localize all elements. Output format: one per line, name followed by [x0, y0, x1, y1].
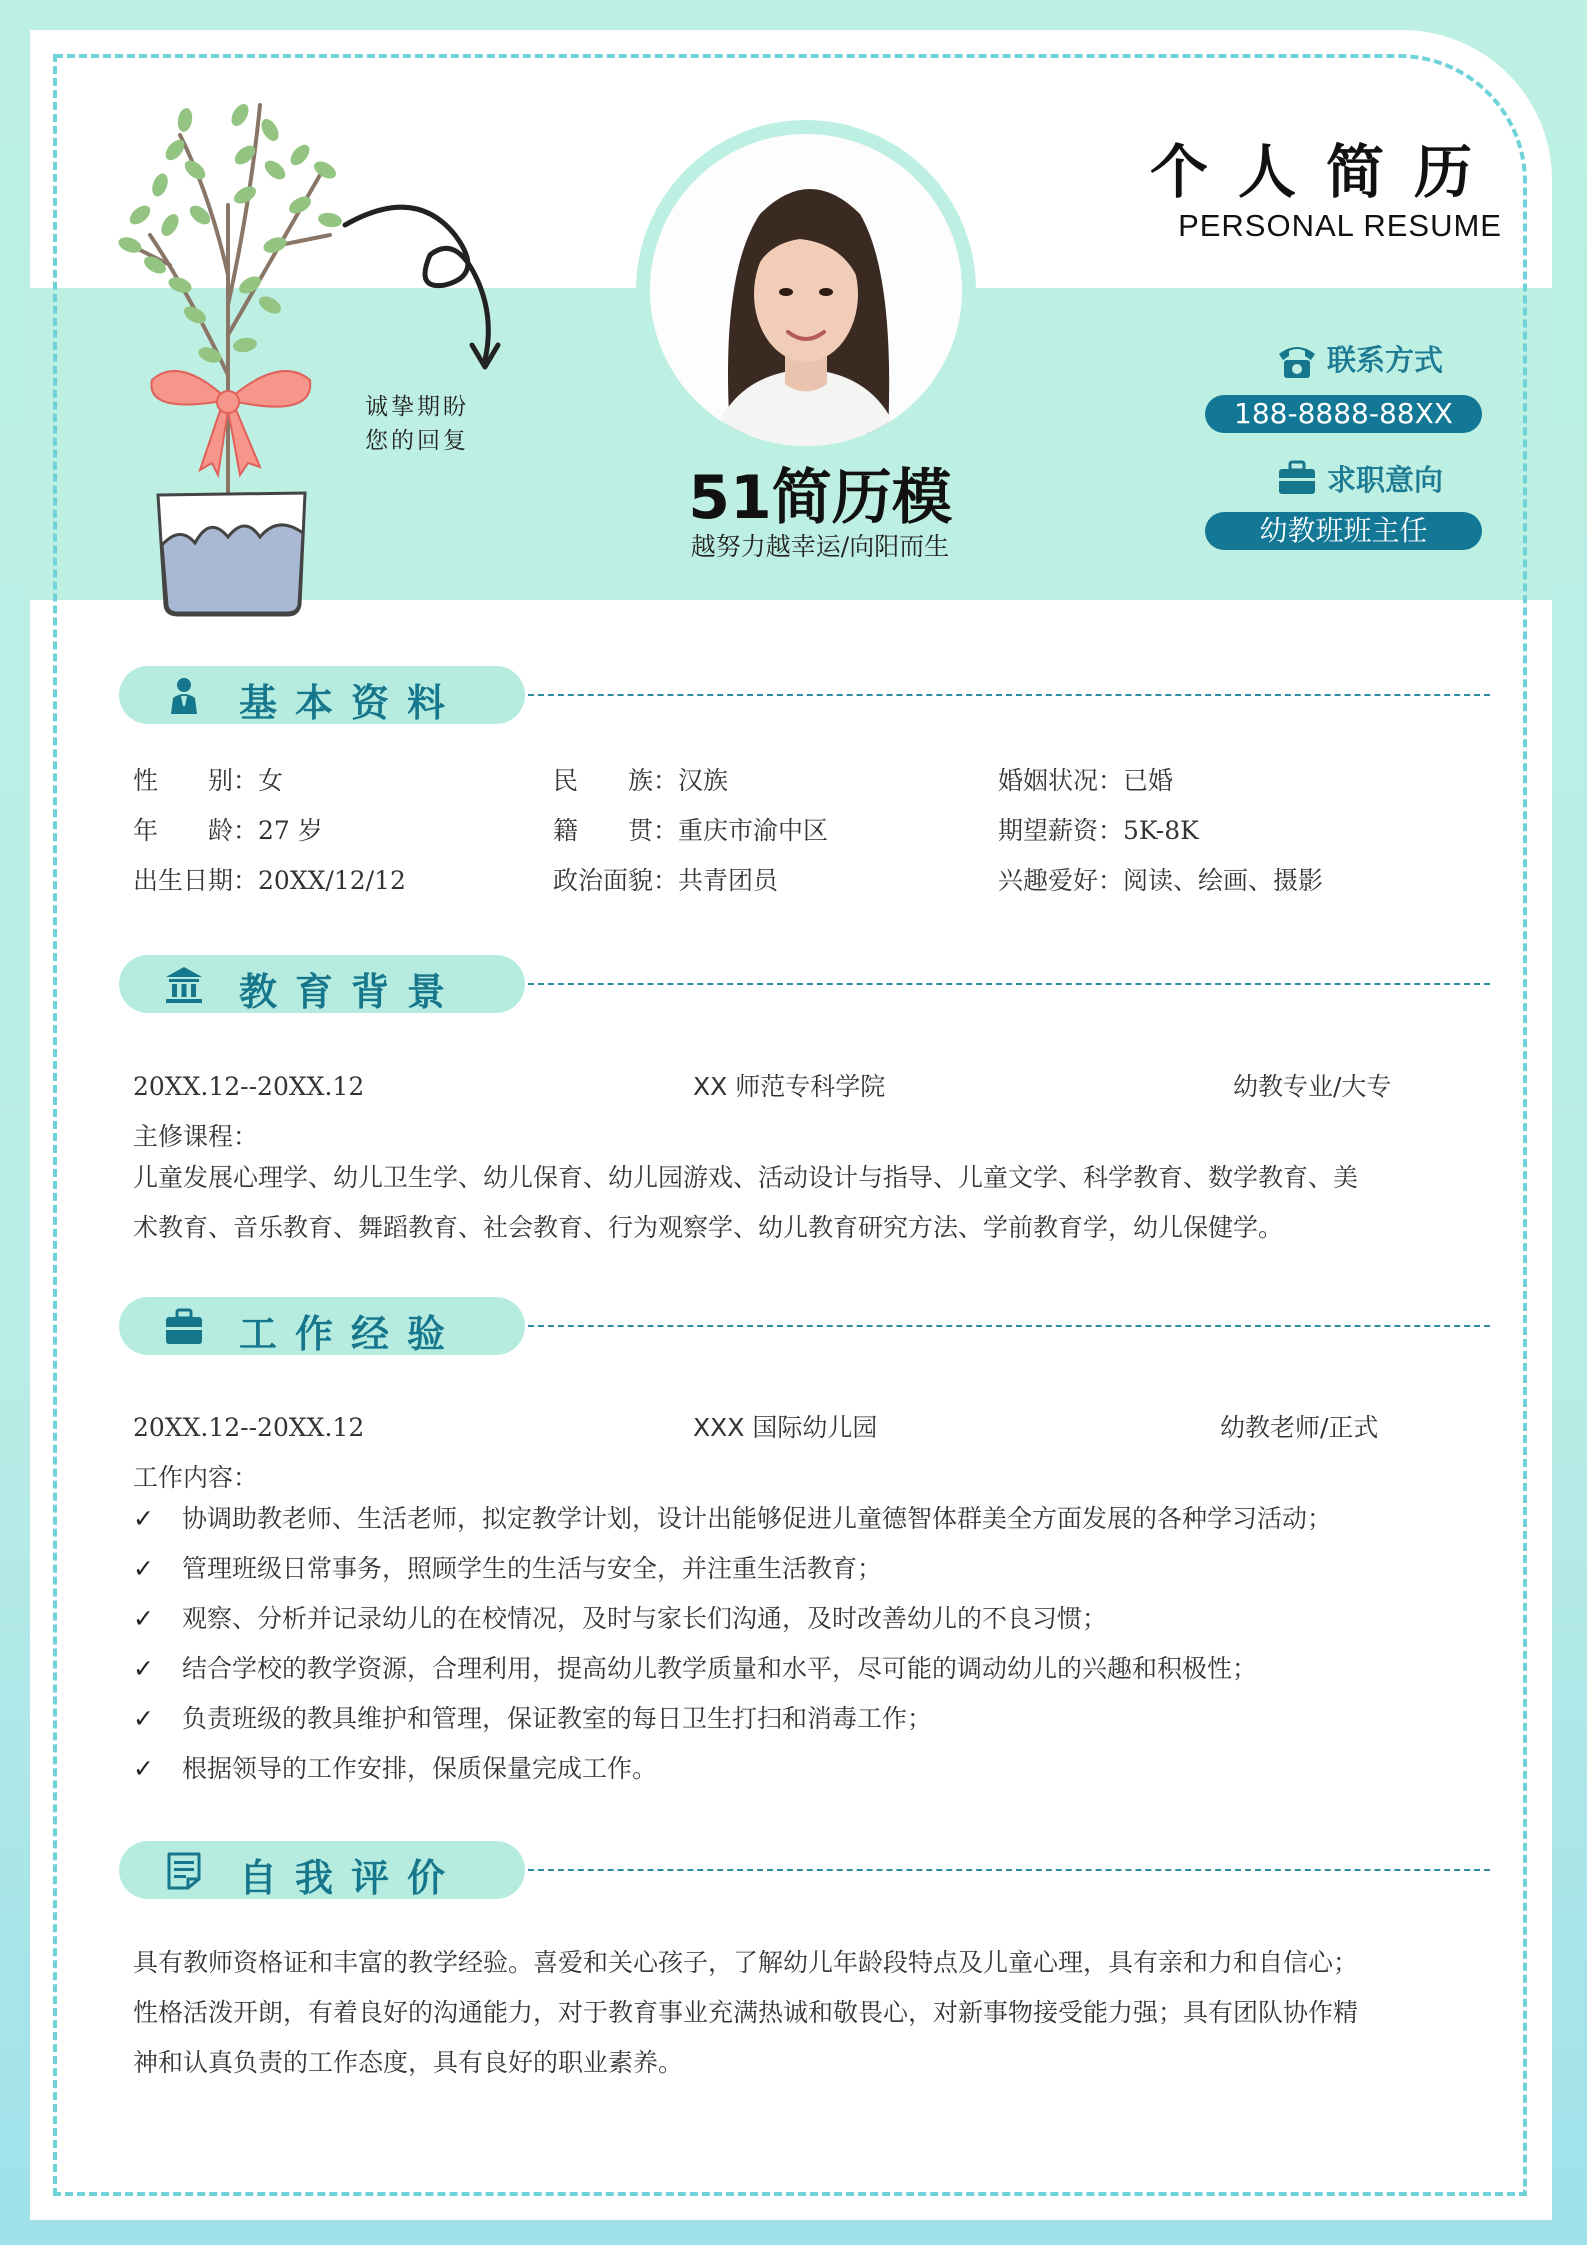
- basic-row: 籍 贯：重庆市渝中区: [553, 816, 829, 845]
- basic-row: 年 龄：27 岁: [133, 816, 323, 845]
- note-icon: [164, 1851, 204, 1891]
- education-major: 幼教专业/大专: [1233, 1072, 1392, 1101]
- courses-line: 术教育、音乐教育、舞蹈教育、社会教育、行为观察学、幼儿教育研究方法、学前教育学，幼儿保健学。: [133, 1213, 1284, 1242]
- building-icon: [164, 965, 204, 1005]
- section-work-header: [119, 1297, 525, 1355]
- section-divider: [528, 1869, 1490, 1871]
- courses-text: [133, 1153, 1533, 1253]
- courses-label: 主修课程：: [133, 1122, 259, 1151]
- basic-col-1: [133, 764, 406, 898]
- section-basic-header: [119, 666, 525, 724]
- list-item: ✓ 协调助教老师、生活老师，拟定教学计划，设计出能够促进儿童德智体群美全方面发展的各种学习活动；: [133, 1504, 1332, 1533]
- page-title: 个人简历: [1150, 138, 1503, 206]
- hope-text: [365, 390, 525, 458]
- phone-pill: 188-8888-88XX: [1205, 395, 1482, 433]
- phone-icon: [1275, 342, 1319, 380]
- resume-name: 51简历模: [688, 463, 952, 533]
- section-divider: [528, 983, 1490, 985]
- basic-row: 兴趣爱好：阅读、绘画、摄影: [998, 866, 1324, 895]
- section-basic-title: 基本资料: [239, 680, 464, 725]
- section-divider: [528, 694, 1490, 696]
- curly-arrow-icon: [335, 195, 535, 375]
- self-eval-text: [133, 1938, 1533, 2088]
- section-education-title: 教育背景: [239, 969, 464, 1014]
- basic-row: 期望薪资：5K-8K: [998, 816, 1199, 845]
- check-icon: ✓: [133, 1754, 154, 1783]
- education-school: XX 师范专科学院: [693, 1072, 886, 1101]
- basic-col-3: [998, 764, 1323, 898]
- page-subtitle: PERSONAL RESUME: [1178, 208, 1502, 243]
- work-company: XXX 国际幼儿园: [693, 1413, 878, 1442]
- list-item: ✓ 结合学校的教学资源，合理利用，提高幼儿教学质量和水平，尽可能的调动幼儿的兴趣和积极性；: [133, 1654, 1257, 1683]
- avatar: [650, 134, 962, 446]
- list-item: ✓ 负责班级的教具维护和管理，保证教室的每日卫生打扫和消毒工作；: [133, 1704, 932, 1733]
- section-self-title: 自我评价: [239, 1855, 464, 1900]
- self-eval-line: 性格活泼开朗，有着良好的沟通能力，对于教育事业充满热诚和敬畏心，对新事物接受能力强；具有团队协作精: [133, 1998, 1359, 2027]
- resume-motto: 越努力越幸运/向阳而生: [690, 532, 950, 561]
- basic-row: 婚姻状况：已婚: [998, 766, 1174, 795]
- work-content-label: 工作内容：: [133, 1463, 259, 1492]
- list-item: ✓ 观察、分析并记录幼儿的在校情况，及时与家长们沟通，及时改善幼儿的不良习惯；: [133, 1604, 1107, 1633]
- basic-row: 性 别：女: [133, 766, 284, 795]
- check-icon: ✓: [133, 1604, 154, 1633]
- basic-row: 出生日期：20XX/12/12: [133, 866, 406, 895]
- hope-line-1: 诚挚期盼: [365, 394, 469, 420]
- section-work-title: 工作经验: [239, 1311, 464, 1356]
- basic-col-2: [553, 764, 828, 898]
- check-icon: ✓: [133, 1554, 154, 1583]
- self-eval-line: 具有教师资格证和丰富的教学经验。喜爱和关心孩子，了解幼儿年龄段特点及儿童心理，具有亲和力和自信心；: [133, 1948, 1359, 1977]
- intent-pill: 幼教班班主任: [1205, 512, 1482, 550]
- list-item: ✓ 管理班级日常事务，照顾学生的生活与安全，并注重生活教育；: [133, 1554, 882, 1583]
- basic-row: 政治面貌：共青团员: [553, 866, 779, 895]
- person-icon: [164, 676, 204, 716]
- intent-label: 求职意向: [1327, 463, 1444, 497]
- work-item-list: [133, 1494, 1533, 1794]
- check-icon: ✓: [133, 1504, 154, 1533]
- resume-sheet: [30, 30, 1552, 2220]
- briefcase-icon: [1277, 460, 1317, 496]
- check-icon: ✓: [133, 1654, 154, 1683]
- briefcase-icon: [164, 1307, 204, 1347]
- hope-line-2: 您的回复: [365, 428, 469, 454]
- section-self-header: [119, 1841, 525, 1899]
- work-position: 幼教老师/正式: [1220, 1413, 1379, 1442]
- section-education-header: [119, 955, 525, 1013]
- list-item: ✓ 根据领导的工作安排，保质保量完成工作。: [133, 1754, 657, 1783]
- check-icon: ✓: [133, 1704, 154, 1733]
- self-eval-line: 神和认真负责的工作态度，具有良好的职业素养。: [133, 2048, 684, 2077]
- basic-row: 民 族：汉族: [553, 766, 729, 795]
- education-period: 20XX.12--20XX.12: [133, 1072, 365, 1101]
- portrait-icon: [650, 134, 962, 446]
- contact-label: 联系方式: [1327, 343, 1444, 377]
- work-period: 20XX.12--20XX.12: [133, 1413, 365, 1442]
- section-divider: [528, 1325, 1490, 1327]
- courses-line: 儿童发展心理学、幼儿卫生学、幼儿保育、幼儿园游戏、活动设计与指导、儿童文学、科学教育、数学教育、美: [133, 1163, 1359, 1192]
